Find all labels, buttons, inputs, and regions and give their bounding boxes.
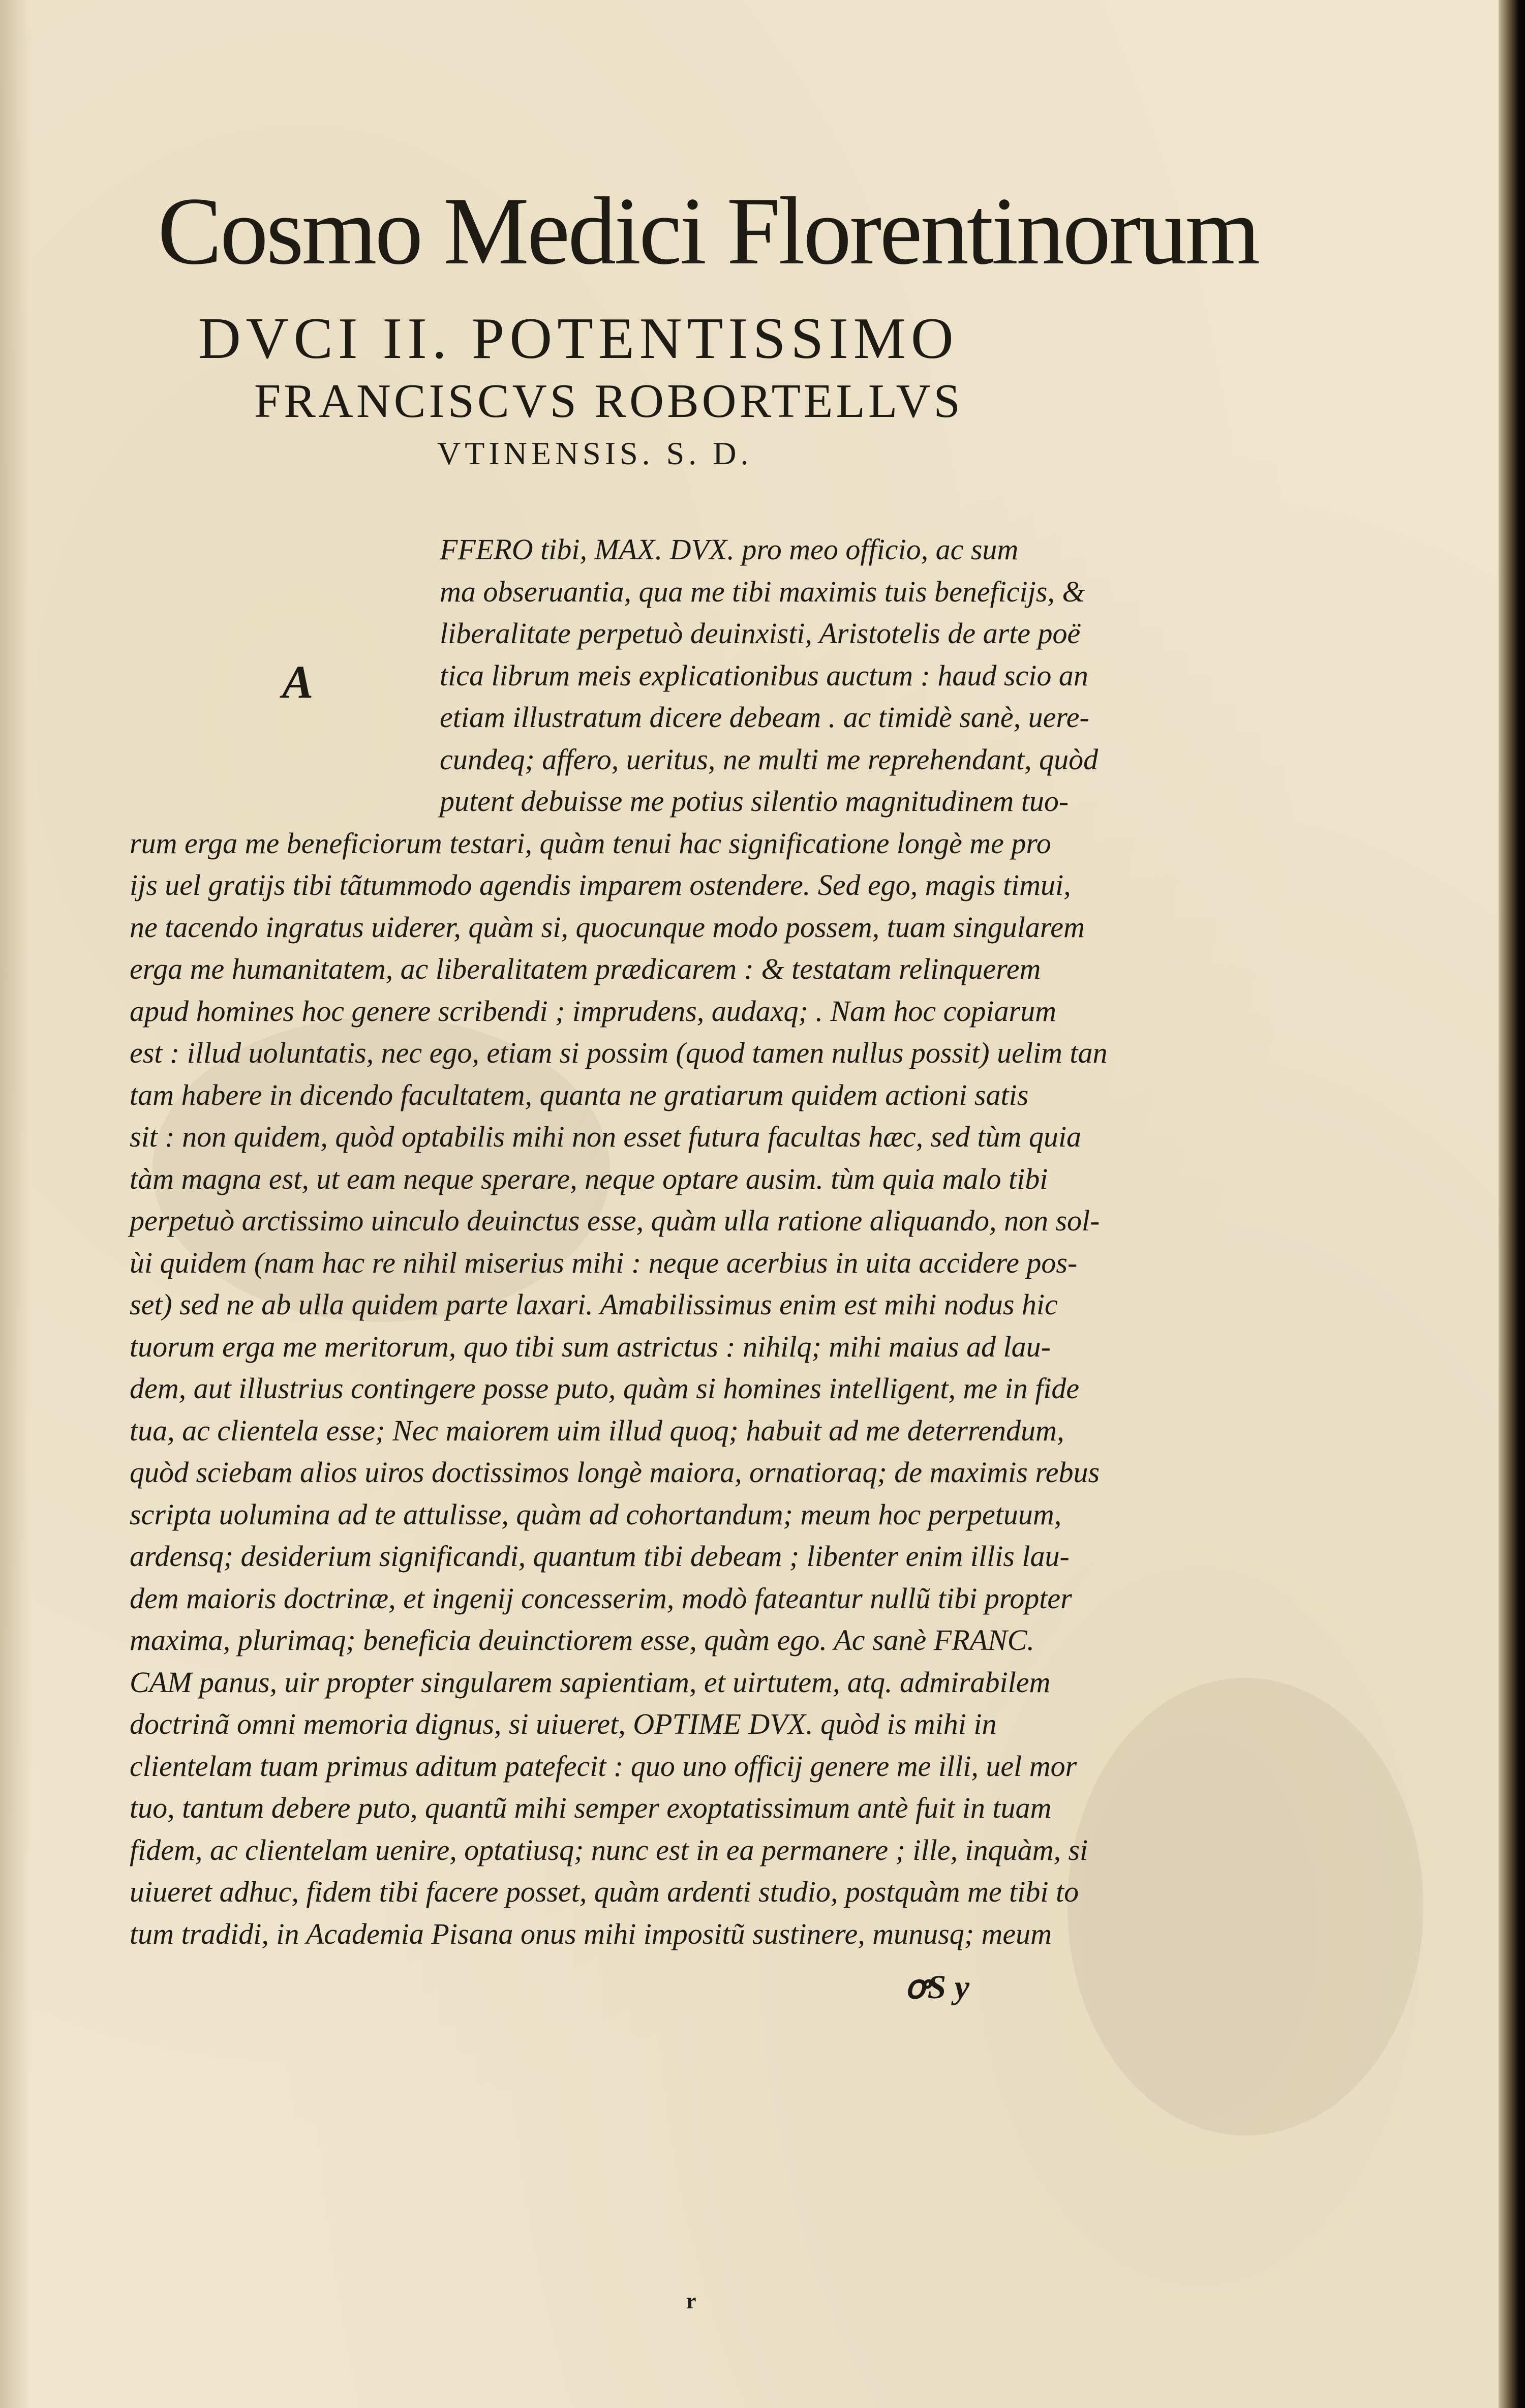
body-line: ne tacendo ingratus uiderer, quàm si, quocunque modo possem, tuam singularem (130, 910, 1085, 944)
body-line: etiam illustratum dicere debeam . ac timidè sanè, uere- (440, 701, 1089, 734)
title-line-3: FRANCISCVS ROBORTELLVS (254, 375, 963, 428)
body-line: maxima, plurimaq; beneficia deuinctiorem esse, quàm ego. Ac sanè FRANC. (130, 1623, 1034, 1657)
body-line: cundeq; affero, ueritus, ne multi me reprehendant, quòd (440, 742, 1099, 776)
body-line: sit : non quidem, quòd optabilis mihi non esset futura facultas hæc, sed tùm quia (130, 1120, 1082, 1153)
body-line: doctrinã omni memoria dignus, si uiueret, OPTIME DVX. quòd is mihi in (130, 1707, 997, 1740)
body-line: quòd sciebam alios uiros doctissimos longè maiora, ornatioraq; de maximis rebus (130, 1456, 1100, 1489)
title-line-4: VTINENSIS. S. D. (437, 435, 753, 471)
body-line: erga me humanitatem, ac liberalitatem prædicarem : & testatam relinquerem (130, 952, 1041, 985)
body-line: tum tradidi, in Academia Pisana onus mihi impositũ sustinere, munusq; meum (130, 1917, 1052, 1950)
letter-body (130, 529, 1146, 1955)
signature-catchword: ꝍS y (905, 1969, 969, 2006)
body-line: clientelam tuam primus aditum patefecit : quo uno officij genere me illi, uel mor (130, 1749, 1077, 1783)
drop-cap-initial: A (282, 656, 314, 708)
body-line: fidem, ac clientelam uenire, optatiusq; nunc est in ea permanere ; ille, inquàm, si (130, 1833, 1088, 1867)
body-line: FFERO tibi, MAX. DVX. pro meo officio, ac sum (440, 533, 1019, 566)
body-line: perpetuò arctissimo uinculo deuinctus esse, quàm ulla ratione aliquando, non sol- (130, 1204, 1100, 1237)
body-line: rum erga me beneficiorum testari, quàm tenui hac significatione longè me pro (130, 826, 1051, 860)
body-line: ùi quidem (nam hac re nihil miserius mihi : neque acerbius in uita accidere pos- (130, 1246, 1078, 1279)
body-line: dem maioris doctrinæ, et ingenij concesserim, modò fateantur nullũ tibi propter (130, 1581, 1072, 1615)
body-line: ma obseruantia, qua me tibi maximis tuis beneficijs, & (440, 575, 1085, 608)
body-line: liberalitate perpetuò deuinxisti, Aristotelis de arte poë (440, 617, 1081, 650)
body-line: tuorum erga me meritorum, quo tibi sum astrictus : nihilq; mihi maius ad lau- (130, 1330, 1051, 1363)
bottom-mark: r (686, 2289, 696, 2313)
body-line: uiueret adhuc, fidem tibi facere posset, quàm ardenti studio, postquàm me tibi to (130, 1875, 1079, 1908)
body-line: tica librum meis explicationibus auctum : haud scio an (440, 658, 1088, 692)
body-line: ijs uel gratijs tibi tãtummodo agendis imparem ostendere. Sed ego, magis timui, (130, 868, 1071, 901)
title-line-1: Cosmo Medici Florentinorum (158, 178, 1259, 285)
body-line: set) sed ne ab ulla quidem parte laxari. Amabilissimus enim est mihi nodus hic (130, 1288, 1058, 1321)
body-line: est : illud uoluntatis, nec ego, etiam si possim (quod tamen nullus possit) uelim tan (130, 1036, 1108, 1069)
body-line: putent debuisse me potius silentio magnitudinem tuo- (440, 785, 1069, 818)
body-line: tua, ac clientela esse; Nec maiorem uim illud quoq; habuit ad me deterrendum, (130, 1413, 1064, 1447)
body-line: apud homines hoc genere scribendi ; imprudens, audaxq; . Nam hoc copiarum (130, 994, 1056, 1028)
body-line: tuo, tantum debere puto, quantũ mihi semper exoptatissimum antè fuit in tuam (130, 1791, 1052, 1824)
body-line: ardensq; desiderium significandi, quantum tibi debeam ; libenter enim illis lau- (130, 1540, 1070, 1573)
body-line: dem, aut illustrius contingere posse puto, quàm si homines intelligent, me in fide (130, 1372, 1080, 1405)
page-edge-shadow (1499, 0, 1525, 2408)
title-line-2: DVCI II. POTENTISSIMO (198, 306, 959, 371)
body-line: CAM panus, uir propter singularem sapientiam, et uirtutem, atq. admirabilem (130, 1665, 1051, 1699)
body-line: tam habere in dicendo facultatem, quanta ne gratiarum quidem actioni satis (130, 1078, 1029, 1111)
body-line: tàm magna est, ut eam neque sperare, neque optare ausim. tùm quia malo tibi (130, 1162, 1048, 1195)
body-line: scripta uolumina ad te attulisse, quàm ad cohortandum; meum hoc perpetuum, (130, 1497, 1062, 1531)
